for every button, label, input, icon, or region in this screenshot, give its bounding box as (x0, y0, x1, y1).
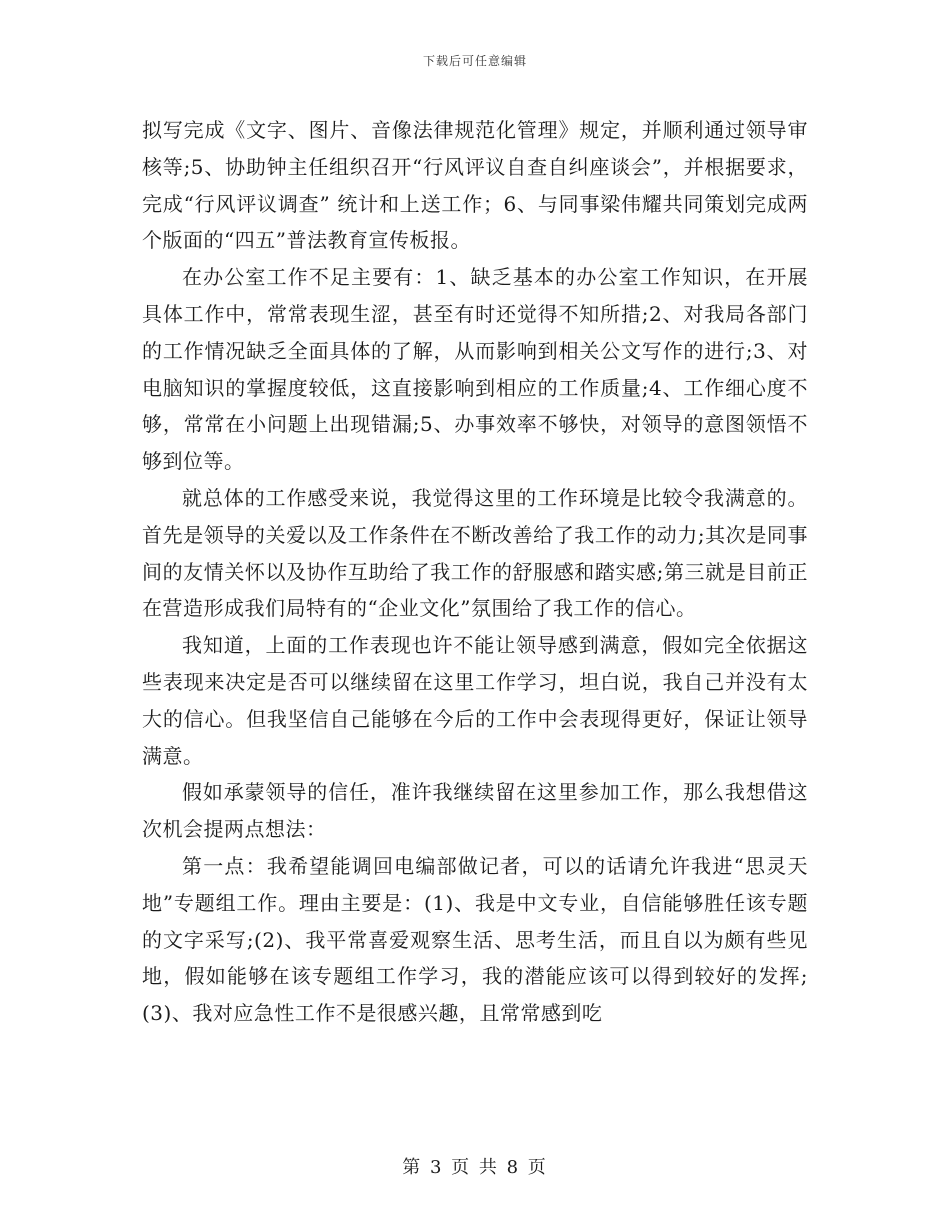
paragraph: 我知道，上面的工作表现也许不能让领导感到满意，假如完全依据这些表现来决定是否可以继续留在这里工作学习，坦白说，我自己并没有太大的信心。但我坚信自己能够在今后的工作中会表现得更好，保证让领导满意。 (142, 633, 808, 768)
paragraph: 假如承蒙领导的信任，准许我继续留在这里参加工作，那么我想借这次机会提两点想法： (142, 780, 808, 842)
paragraph: 在办公室工作不足主要有：1、缺乏基本的办公室工作知识，在开展具体工作中，常常表现生涩，甚至有时还觉得不知所措;2、对我局各部门的工作情况缺乏全面具体的了解，从而影响到相关公文写作的进行;3、对电脑知识的掌握度较低，这直接影响到相应的工作质量;4、工作细心度不够，常常在小问题上出现错漏;5、办事效率不够快，对领导的意图领悟不够到位等。 (142, 265, 808, 474)
page-number-footer: 第 3 页 共 8 页 (402, 1157, 548, 1178)
paragraph: 就总体的工作感受来说，我觉得这里的工作环境是比较令我满意的。首先是领导的关爱以及工作条件在不断改善给了我工作的动力;其次是同事间的友情关怀以及协作互助给了我工作的舒服感和踏实感;第三就是目前正在营造形成我们局特有的“企业文化”氛围给了我工作的信心。 (142, 485, 808, 621)
paragraph: 第一点：我希望能调回电编部做记者，可以的话请允许我进“思灵天地”专题组工作。理由主要是：(1)、我是中文专业，自信能够胜任该专题的文字采写;(2)、我平常喜爱观察生活、思考生活，而且自以为颇有些见地，假如能够在该专题组工作学习，我的潜能应该可以得到较好的发挥;(3)、我对应急性工作不是很感兴趣，且常常感到吃 (142, 853, 808, 1026)
document-body (142, 112, 808, 1032)
paragraph: 拟写完成《文字、图片、音像法律规范化管理》规定，并顺利通过领导审核等;5、协助钟主任组织召开“行风评议自查自纠座谈会”，并根据要求，完成“行风评议调查” 统计和上送工作；6、与同事梁伟耀共同策划完成两个版面的“四五”普法教育宣传板报。 (142, 118, 808, 253)
page-header: 下载后可任意编辑 (422, 54, 527, 68)
